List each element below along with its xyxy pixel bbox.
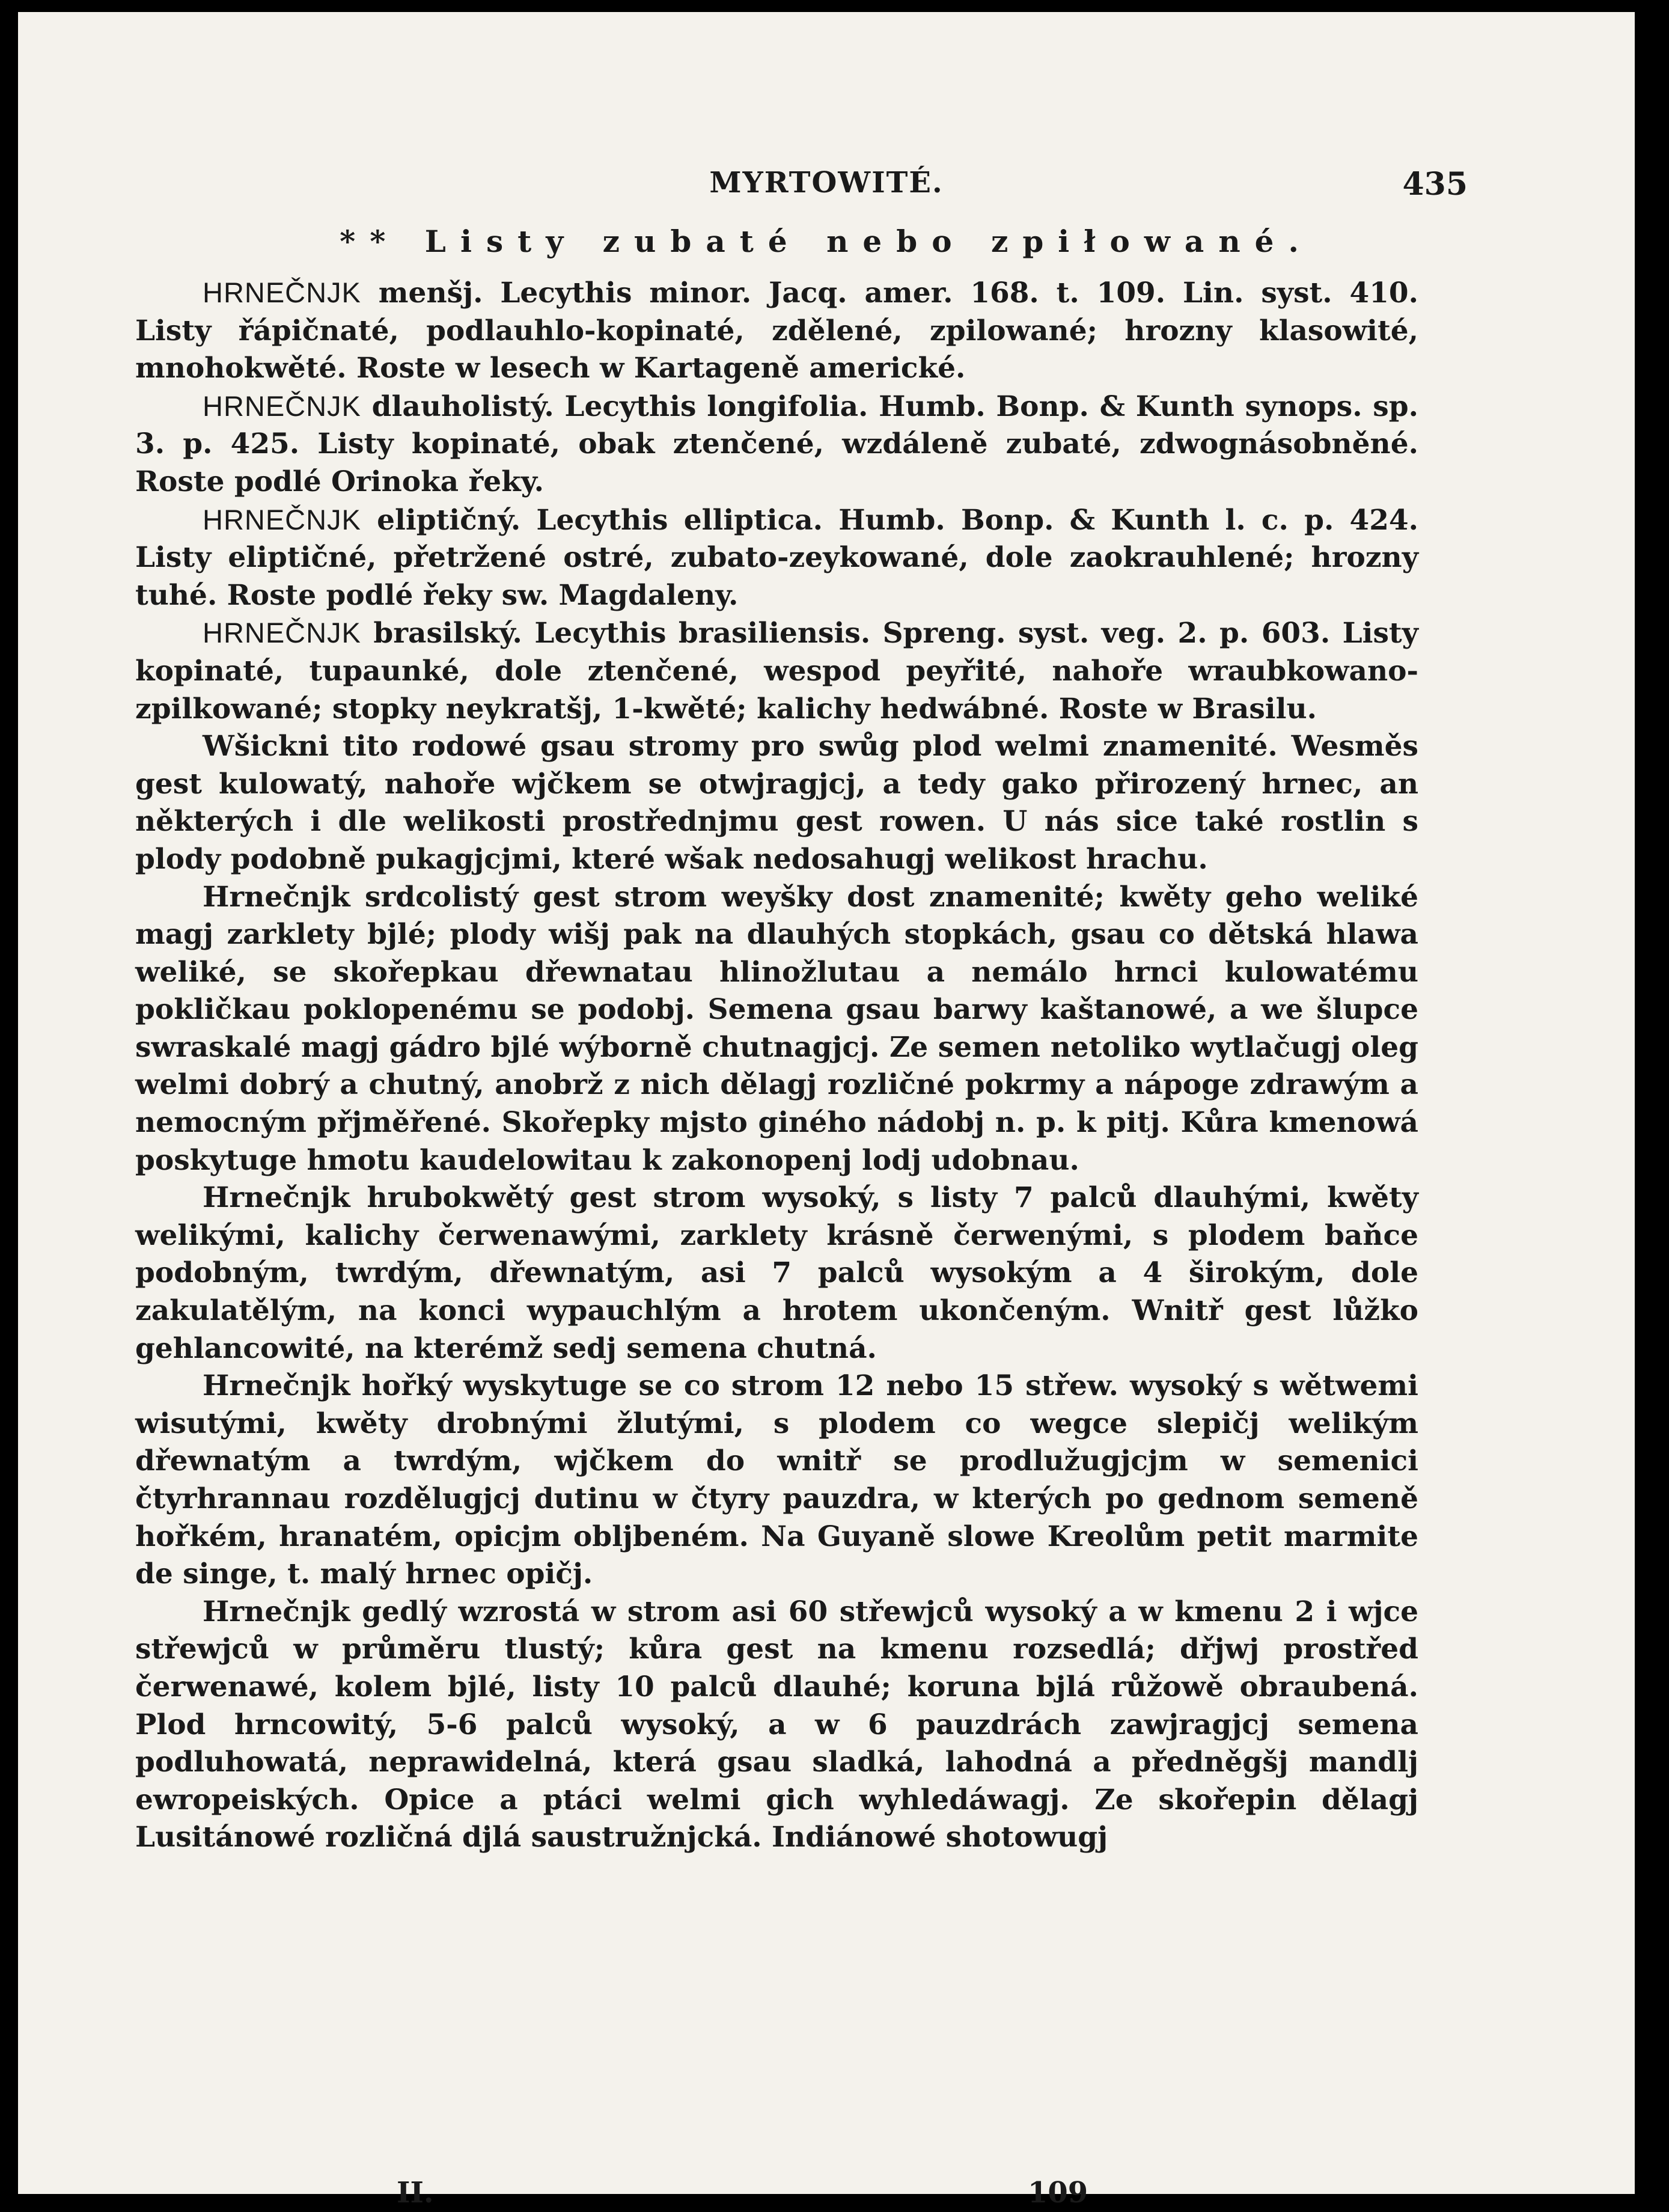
genus-name: HRNEČNJK [203, 276, 361, 308]
page-footer [18, 2176, 1635, 2212]
signature-mark: II. [397, 2176, 434, 2210]
species-entry [135, 274, 1418, 388]
species-entry [135, 614, 1418, 728]
folio-number: 109 [1028, 2176, 1088, 2210]
section-heading: ** Listy zubaté nebo zpiłowané. [340, 224, 1313, 259]
entry-text: dlauholistý. Lecythis longifolia. Humb. Bonp. & Kunth synops. sp. 3. p. 425. Listy kopinaté, obak ztenčené, wzdáleně zubaté, zdwognásobněné. Roste podlé Orinoka řeky. [135, 390, 1418, 498]
page-header [18, 166, 1635, 208]
scanned-page [18, 12, 1635, 2210]
running-title: MYRTOWITÉ. [709, 166, 944, 200]
genus-name: HRNEČNJK [203, 503, 361, 536]
body-paragraph: Wšickni tito rodowé gsau stromy pro swůg plod welmi znamenité. Wesměs gest kulowatý, nahoře wjčkem se otwjragjcj, a tedy gako přirozený hrnec, an některých i dle welikosti prostřednjmu gest rowen. U nás sice také rostlin s plody podobně pukagjcjmi, které wšak nedosahugj welikost hrachu. [135, 730, 1418, 876]
species-entry [135, 388, 1418, 501]
page-number: 435 [1402, 166, 1468, 203]
genus-name: HRNEČNJK [203, 390, 361, 422]
body-paragraph: Hrnečnjk hrubokwětý gest strom wysoký, s listy 7 palců dlauhými, kwěty welikými, kalichy čerwenawými, zarklety krásně čerwenými, s plodem baňce podobným, twrdým, dřewnatým, asi 7 palců wysokým a 4 širokým, dole zakulatělým, na konci wypauchlým a hrotem ukončeným. Wnitř gest lůžko gehlancowité, na kterémž sedj semena chutná. [135, 1181, 1418, 1365]
species-entry [135, 501, 1418, 615]
genus-name: HRNEČNJK [203, 617, 361, 649]
body-paragraph: Hrnečnjk srdcolistý gest strom weyšky dost znamenité; kwěty geho weliké magj zarklety bjlé; plody wišj pak na dlauhých stopkách, gsau co dětská hlawa weliké, se skořepkau dřewnatau hlinožlutau a nemálo hrnci kulowatému pokličkau poklopenému se podobj. Semena gsau barwy kaštanowé, a we šlupce swraskalé magj gádro bjlé wýborně chutnagjcj. Ze semen netoliko wytlačugj oleg welmi dobrý a chutný, anobrž z nich dělagj rozličné pokrmy a nápoge zdrawým a nemocným přjměřené. Skořepky mjsto giného nádobj n. p. k pitj. Kůra kmenowá poskytuge hmotu kaudelowitau k zakonopenj lodj udobnau. [135, 880, 1418, 1177]
page-body [135, 274, 1418, 1857]
entry-text: menšj. Lecythis minor. Jacq. amer. 168. t. 109. Lin. syst. 410. Listy řápičnaté, podlauhlo-kopinaté, zdělené, zpilowané; hrozny klasowité, mnohokwěté. Roste w lesech w Kartageně americké. [135, 276, 1418, 385]
body-paragraph: Hrnečnjk hořký wyskytuge se co strom 12 nebo 15 střew. wysoký s wětwemi wisutými, kwěty drobnými žlutými, s plodem co wegce slepičj welikým dřewnatým a twrdým, wjčkem do wnitř se prodlužugjcjm w semenici čtyrhrannau rozdělugjcj dutinu w čtyry pauzdra, w kterých po gednom semeně hořkém, hranatém, opicjm obljbeném. Na Guyaně slowe Kreolům petit marmite de singe, t. malý hrnec opičj. [135, 1369, 1418, 1591]
body-paragraph: Hrnečnjk gedlý wzrostá w strom asi 60 střewjců wysoký a w kmenu 2 i wjce střewjců w průměru tlustý; kůra gest na kmenu rozsedlá; dřjwj prostřed čerwenawé, kolem bjlé, listy 10 palců dlauhé; koruna bjlá růžowě obraubená. Plod hrncowitý, 5-6 palců wysoký, a w 6 pauzdrách zawjragjcj semena podluhowatá, neprawidelná, která gsau sladká, lahodná a předněgšj mandlj ewropeiských. Opice a ptáci welmi gich wyhledáwagj. Ze skořepin dělagj Lusitánowé rozličná djlá saustružnjcká. Indiánowé shotowugj [135, 1595, 1418, 1854]
entry-text: brasilský. Lecythis brasiliensis. Spreng. syst. veg. 2. p. 603. Listy kopinaté, tupaunké, dole ztenčené, wespod peyřité, nahoře wraubkowano-zpilkowané; stopky neykratšj, 1-kwěté; kalichy hedwábné. Roste w Brasilu. [135, 617, 1418, 726]
entry-text: eliptičný. Lecythis elliptica. Humb. Bonp. & Kunth l. c. p. 424. Listy eliptičné, přetržené ostré, zubato-zeykowané, dole zaokrauhlené; hrozny tuhé. Roste podlé řeky sw. Magdaleny. [135, 503, 1418, 612]
